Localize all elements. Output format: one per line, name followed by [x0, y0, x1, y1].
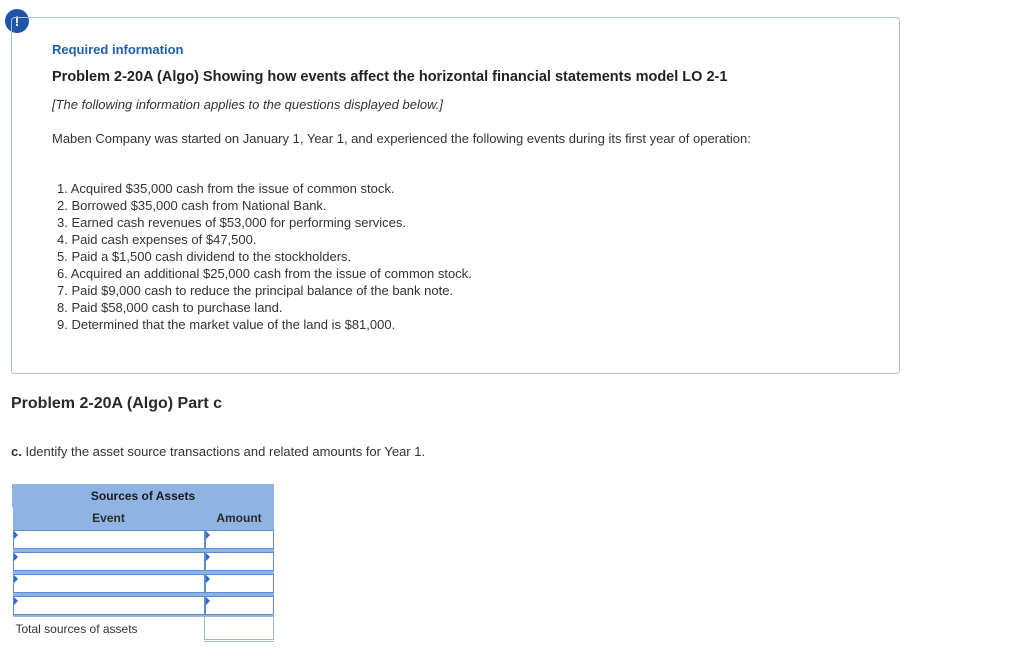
total-label: Total sources of assets — [13, 617, 205, 641]
sources-of-assets-table — [12, 484, 274, 642]
amount-cell[interactable] — [205, 595, 274, 617]
dropdown-indicator-icon — [14, 597, 18, 605]
event-dropdown[interactable] — [13, 552, 205, 571]
alert-icon: ! — [5, 9, 29, 33]
list-item: 4. Paid cash expenses of $47,500. — [57, 232, 257, 247]
table-row — [13, 529, 274, 551]
dropdown-indicator-icon — [206, 597, 210, 605]
list-item: 9. Determined that the market value of the land is $81,000. — [57, 317, 396, 332]
problem-title: Problem 2-20A (Algo) Showing how events affect the horizontal financial statements model LO 2-1 — [52, 69, 728, 85]
dropdown-indicator-icon — [206, 531, 210, 539]
amount-input[interactable] — [205, 552, 274, 571]
amount-input[interactable] — [205, 530, 274, 549]
required-information-label: Required information — [52, 42, 184, 57]
event-cell[interactable] — [13, 573, 205, 595]
table-title: Sources of Assets — [13, 485, 274, 507]
list-item: 2. Borrowed $35,000 cash from National Bank. — [57, 198, 327, 213]
event-dropdown[interactable] — [13, 596, 205, 615]
question-body: Identify the asset source transactions and related amounts for Year 1. — [21, 444, 426, 459]
event-cell[interactable] — [13, 595, 205, 617]
column-header-event: Event — [13, 507, 205, 529]
amount-input[interactable] — [205, 596, 274, 615]
event-dropdown[interactable] — [13, 530, 205, 549]
total-amount-input[interactable] — [205, 617, 274, 641]
amount-cell[interactable] — [205, 573, 274, 595]
amount-cell[interactable] — [205, 551, 274, 573]
question-prefix: c. — [11, 444, 22, 459]
part-title: Problem 2-20A (Algo) Part c — [11, 395, 223, 412]
table-row — [13, 551, 274, 573]
list-item: 7. Paid $9,000 cash to reduce the principal balance of the bank note. — [57, 283, 454, 298]
list-item: 1. Acquired $35,000 cash from the issue of common stock. — [57, 181, 395, 196]
question-text — [11, 444, 425, 459]
intro-text: Maben Company was started on January 1, Year 1, and experienced the following events during its first year of operation: — [52, 131, 751, 146]
applies-note: [The following information applies to the questions displayed below.] — [52, 97, 443, 112]
column-header-amount: Amount — [205, 507, 274, 529]
dropdown-indicator-icon — [14, 553, 18, 561]
total-row — [13, 617, 274, 641]
dropdown-indicator-icon — [206, 553, 210, 561]
amount-input[interactable] — [205, 574, 274, 593]
list-item: 8. Paid $58,000 cash to purchase land. — [57, 300, 283, 315]
table-row — [13, 595, 274, 617]
events-list — [57, 180, 472, 333]
event-cell[interactable] — [13, 551, 205, 573]
dropdown-indicator-icon — [206, 575, 210, 583]
amount-cell[interactable] — [205, 529, 274, 551]
event-dropdown[interactable] — [13, 574, 205, 593]
list-item: 6. Acquired an additional $25,000 cash from the issue of common stock. — [57, 266, 472, 281]
event-cell[interactable] — [13, 529, 205, 551]
dropdown-indicator-icon — [14, 531, 18, 539]
list-item: 3. Earned cash revenues of $53,000 for performing services. — [57, 215, 407, 230]
dropdown-indicator-icon — [14, 575, 18, 583]
list-item: 5. Paid a $1,500 cash dividend to the stockholders. — [57, 249, 352, 264]
table-row — [13, 573, 274, 595]
